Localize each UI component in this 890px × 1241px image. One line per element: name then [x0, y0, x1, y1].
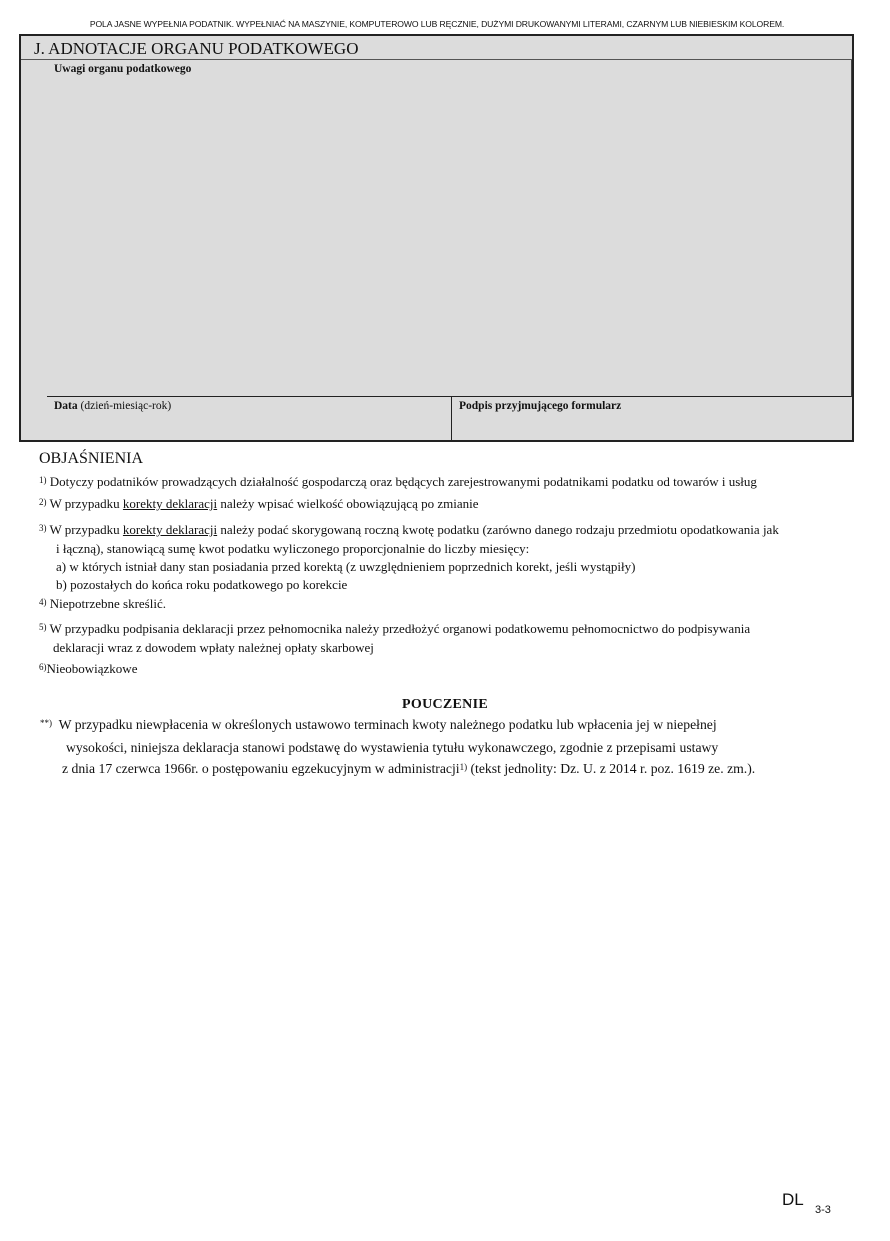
explanation-3: $^{3)}$ W przypadku korekty deklaracji należy podać skorygowaną roczną kwotę podatku (zarówno danego rodzaju przedmiotu opodatkowania jak [39, 522, 779, 537]
explanation-4: $^{4)}$ Niepotrzebne skreślić. [39, 596, 166, 611]
date-label: Data (dzień-miesiąc-rok) [54, 400, 172, 412]
explanation-3-cont: i łączną), stanowiącą sumę kwot podatku wyliczonego proporcjonalnie do liczby miesięcy: [56, 541, 530, 556]
pouczenie-line-2: wysokości, niniejsza deklaracja stanowi podstawę do wystawienia tytułu wykonawczego, zgodnie z przepisami ustawy [66, 740, 719, 755]
signature-label: Podpis przyjmującego formularz [459, 400, 622, 412]
date-field[interactable] [47, 397, 452, 440]
section-j-title: J. ADNOTACJE ORGANU PODATKOWEGO [21, 36, 852, 60]
fill-instruction: POLA JASNE WYPEŁNIA PODATNIK. WYPEŁNIAĆ NA MASZYNIE, KOMPUTEROWO LUB RĘCZNIE, DUŻYMI DRUKOWANYMI LITERAMI, CZARNYM LUB NIEBIESKIM KOLOREM. [89, 19, 785, 29]
explanation-2: $^{2)}$ W przypadku korekty deklaracji należy wpisać wielkość obowiązującą po zmianie [39, 496, 479, 511]
form-code: DL [782, 1190, 804, 1209]
section-j-box [19, 34, 854, 442]
page-number: 3-3 [815, 1204, 831, 1216]
signature-field[interactable] [452, 397, 852, 440]
pouczenie-line-1: **) W przypadku niewpłacenia w określonych ustawowo terminach kwoty należnego podatku lub wpłacenia jej w niepełnej [40, 717, 717, 732]
pouczenie-line-3: z dnia 17 czerwca 1966r. o postępowaniu egzekucyjnym w administracji$^{1)}$ (tekst jednolity: Dz. U. z 2014 r. poz. 1619 ze. zm.). [62, 761, 756, 776]
explanation-3b: b) pozostałych do końca roku podatkowego po korekcie [56, 577, 348, 592]
explanation-5: $^{5)}$ W przypadku podpisania deklaracji przez pełnomocnika należy przedłożyć organowi podatkowemu pełnomocnictwo do podpisywania [39, 621, 751, 636]
explanation-6: $^{6)}$Nieobowiązkowe [39, 661, 138, 676]
uwagi-label: Uwagi organu podatkowego [54, 63, 192, 75]
section-gutter [21, 60, 48, 440]
explanation-5-cont: deklaracji wraz z dowodem wpłaty należnej opłaty skarbowej [53, 640, 374, 655]
explanation-1: $^{1)}$ Dotyczy podatników prowadzących działalność gospodarczą oraz będących zarejestrowanymi podatnikami podatku od towarów i usług [39, 474, 757, 489]
uwagi-field[interactable] [47, 60, 852, 397]
explanations-title: OBJAŚNIENIA [39, 450, 143, 467]
explanation-3a: a) w których istniał dany stan posiadania przed korektą (z uwzględnieniem poprzednich korekt, jeśli wystąpiły) [56, 559, 636, 574]
pouczenie-title: POUCZENIE [402, 697, 488, 712]
